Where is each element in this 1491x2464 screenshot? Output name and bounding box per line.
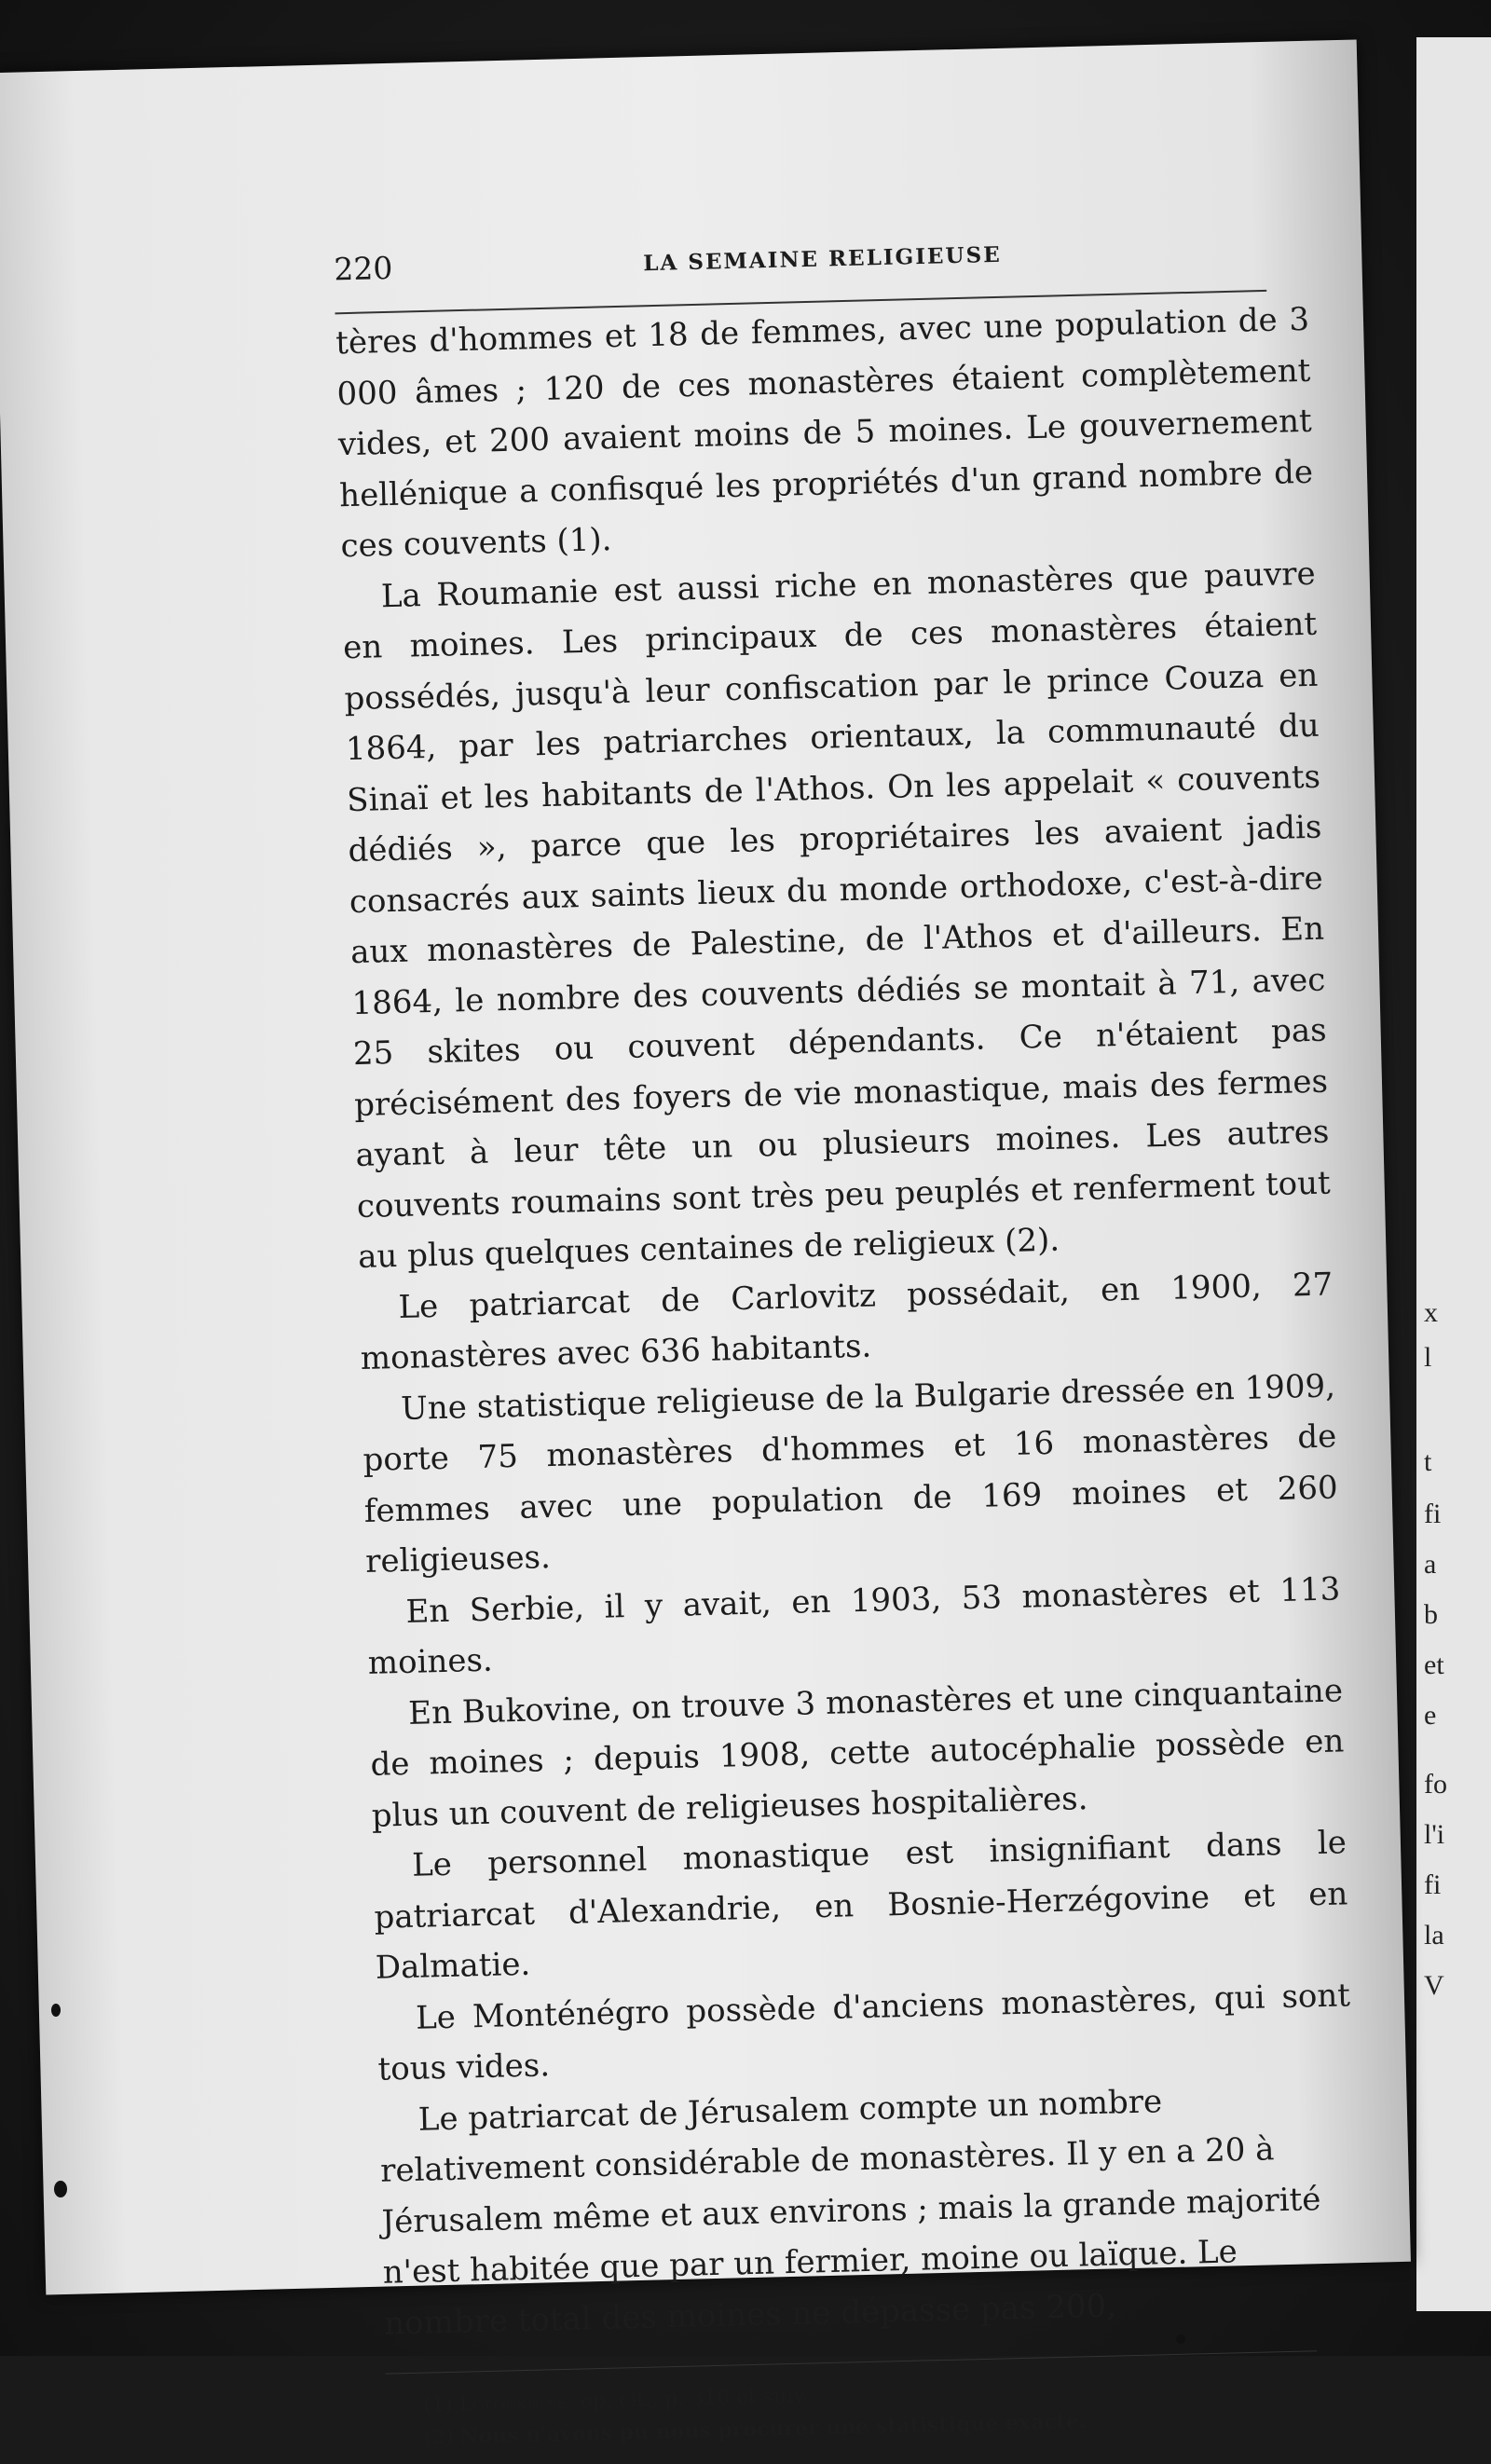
paragraph: Le patriarcat de Jérusalem compte un nombre relativement considérable de monastères. Il y en a 20 à Jérusalem même et aux environs ; mais la grande majorité n'est habitée que par un fermier, moine ou laïque. Le nombre total des moines ne dépasse pas 200, [379,2082,1321,2343]
adjacent-fragment: t [1424,1446,1432,1477]
paragraph: En Bukovine, on trouve 3 monastères et une cinquantaine de moines ; depuis 1908, cette autocéphalie possède en plus un couvent de religieuses hospitalières. [370,1671,1345,1835]
paragraph: tères d'hommes et 18 de femmes, avec une population de 3 000 âmes ; 120 de ces monastères étaient complètement vides, et 200 avaient moins de 5 moines. Le gouvernement hellénique a confisqué les propriétés d'un grand nombre de ces couvents (1). [335,300,1314,566]
footnote-marker: (2) [423,2425,454,2450]
paragraph: Le Monténégro possède d'anciens monastères, qui sont tous vides. [377,1976,1351,2088]
adjacent-fragment: a [1424,1549,1437,1580]
paragraph: La Roumanie est aussi riche en monastères que pauvre en moines. Les principaux de ces monastères étaient possédés, jusqu'à leur confiscation par le prince Couza en 1864, par les patriarches orientaux, la communauté du Sinaï et les habitants de l'Athos. On les appelait « couvents dédiés », parce que les propriétaires les avaient jadis consacrés aux saints lieux du monde orthodoxe, c'est-à-dire aux monastères de Palestine, de l'Athos et d'ailleurs. En 1864, le nombre des couvents dédiés se montait à 71, avec 25 skites ou couvent dépendants. Ce n'étaient pas précisément des foyers de vie monastique, mais des fermes ayant à leur tête un ou plusieurs moines. Les autres couvents roumains sont très peu peuplés et renferment tout au plus quelques centaines de religieux (2). [342,554,1332,1277]
dust-speck [51,2004,61,2017]
dust-speck [54,2181,67,2197]
adjacent-fragment: e [1424,1700,1437,1731]
footnote-text: op. cit., p. 310 et suiv. [573,2384,810,2414]
footnote-marker: (1) [423,2392,453,2417]
adjacent-fragment: la [1424,1920,1444,1951]
page-number: 220 [333,249,393,288]
page-header [334,227,1308,298]
adjacent-page-edge [1416,37,1491,2311]
book-page [0,39,1411,2450]
adjacent-fragment: et [1424,1650,1444,1680]
dust-speck [1176,2334,1185,2344]
adjacent-fragment: fi [1424,1499,1442,1529]
adjacent-fragment: l [1424,1342,1432,1373]
adjacent-fragment: fi [1424,1869,1442,1900]
footnote-rule [386,2350,1318,2374]
body-text [335,294,1359,2349]
adjacent-fragment: x [1424,1297,1438,1328]
paragraph: En Serbie, il y avait, en 1903, 53 monastères et 113 moines. [367,1569,1341,1682]
paragraph: Une statistique religieuse de la Bulgarie dressée en 1909, porte 75 monastères d'hommes et 16 monastères de femmes avec une population de 169 moines et 260 religieuses. [362,1366,1339,1581]
paragraph: Le patriarcat de Carlovitz possédait, en 1900, 27 monastères avec 636 habitants. [360,1265,1334,1377]
adjacent-fragment: V [1424,1970,1444,2001]
adjacent-fragment: fo [1424,1769,1447,1800]
footnote-text: Nous n'avons pu nous procurer une statistique exacte. [459,2409,1087,2449]
page-content [334,227,1361,2456]
adjacent-fragment: l'i [1424,1819,1445,1850]
running-head: LA SEMAINE RELIGIEUSE [642,241,1003,277]
paragraph: Le personnel monastique est insignifiant dans le patriarcat d'Alexandrie, en Bosnie-Herzégovine et en Dalmatie. [374,1824,1348,1987]
adjacent-fragment: b [1424,1599,1438,1630]
footnote-author: Lopoukhine, [458,2389,575,2416]
